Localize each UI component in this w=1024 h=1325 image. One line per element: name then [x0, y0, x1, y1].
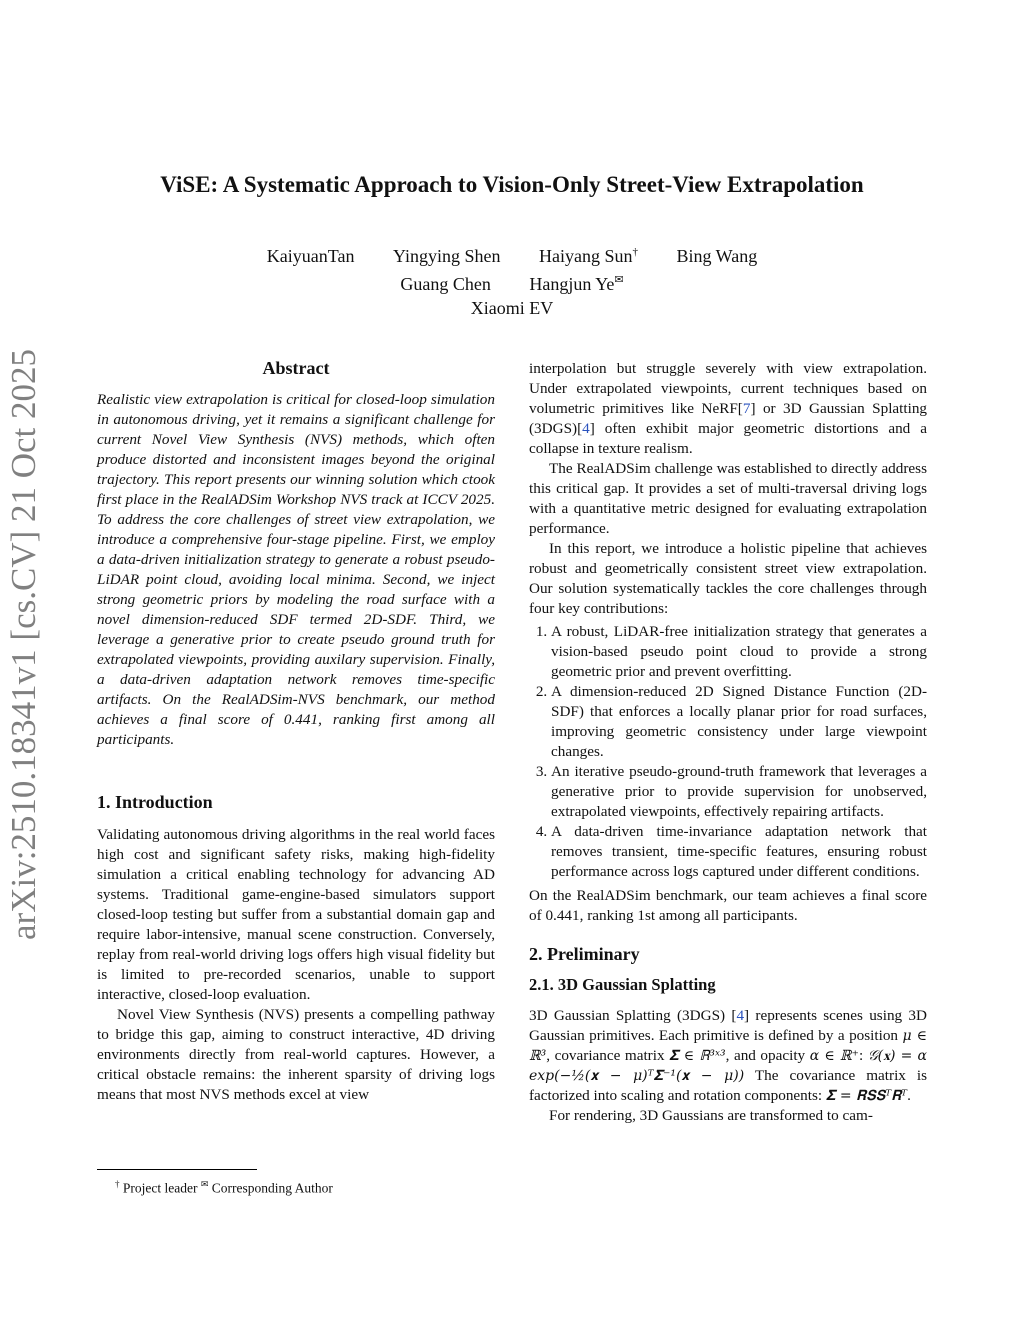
dagger-mark: †: [632, 246, 638, 258]
author-row-1: [0, 240, 1024, 268]
author-name: Haiyang Sun†: [539, 246, 638, 266]
author-name: Yingying Shen: [392, 246, 501, 266]
author-name: KaiyuanTan: [266, 246, 355, 266]
intro-paragraph-1: Validating autonomous driving algorithms in the real world faces high cost and significant safety risks, making high-fidelity simulation a critical enabling technology for advancing AD systems. Traditional game-engine-based simulators support closed-loop testing but suffer from a substantial domain gap and require labor-intensive, manual scene construction. Conversely, replay from real-world driving logs offers high visual fidelity but is limited to pre-recorded scenarios, unable to support interactive, closed-loop evaluation.: [97, 826, 495, 1003]
dagger-mark: †: [115, 1179, 120, 1189]
math-alpha: α ∈ ℝ⁺: [809, 1048, 859, 1064]
intro-paragraph-6: On the RealADSim benchmark, our team achieves a final score of 0.441, ranking 1st among all participants.: [529, 887, 927, 924]
left-column: [97, 356, 495, 1105]
intro-paragraph-2: Novel View Synthesis (NVS) presents a compelling pathway to bridge this gap, aiming to construct interactive, 4D driving environments directly from real-world captures. However, a critical obstacle remains: the inherent sparsity of driving logs means that most NVS methods excel at view: [97, 1006, 495, 1103]
envelope-icon: ✉: [614, 274, 624, 286]
author-block: [0, 240, 1024, 320]
author-name: Bing Wang: [676, 246, 758, 266]
list-item: 3. An iterative pseudo-ground-truth framework that leverages a generative prior to provide supervision for unobserved, extrapolated viewpoints, effectively repairing artifacts.: [551, 762, 927, 822]
prelim-paragraph-2: For rendering, 3D Gaussians are transformed to cam-: [549, 1107, 873, 1124]
author-row-2: [0, 268, 1024, 296]
math-gaussian-formula: 𝒢(𝐱) = α exp(−½(𝐱 − μ)ᵀ𝚺⁻¹(𝐱 − μ)): [529, 1048, 927, 1084]
section-heading-introduction: 1. Introduction: [97, 792, 213, 812]
list-item: 1. A robust, LiDAR-free initialization strategy that generates a vision-based pseudo point cloud to provide a strong geometric prior and prevent overfitting.: [551, 622, 927, 682]
list-item: 2. A dimension-reduced 2D Signed Distance Function (2D-SDF) that enforces a locally planar prior for road surfaces, improving geometric consistency under large viewpoint changes.: [551, 682, 927, 762]
affiliation: Xiaomi EV: [470, 298, 554, 318]
list-item: 4. A data-driven time-invariance adaptation network that removes transient, time-specific features, ensuring robust performance across logs captured under different conditions.: [551, 822, 927, 882]
right-column: [529, 359, 927, 1126]
paper-title: ViSE: A Systematic Approach to Vision-Only Street-View Extrapolation: [160, 172, 864, 197]
footnote-divider: [97, 1169, 257, 1170]
abstract-text: Realistic view extrapolation is critical for closed-loop simulation in autonomous driving, yet it remains a significant challenge for current Novel View Synthesis (NVS) methods, which often produce distorted and inconsistent images beyond the original trajectory. This report presents our winning solution which ctook first place in the RealADSim Workshop NVS track at ICCV 2025. To address the core challenges of street view extrapolation, we introduce a comprehensive four-stage pipeline. First, we employ a data-driven initialization strategy to generate a robust pseudo-LiDAR point cloud, avoiding local minima. Second, we inject strong geometric priors by modeling the road surface with a novel dimension-reduced SDF termed 2D-SDF. Third, we leverage a generative prior to create pseudo ground truth for extrapolated viewpoints, providing auxilary supervision. Finally, a data-driven adaptation network removes time-specific artifacts. On the RealADSim-NVS benchmark, our method achieves a final score of 0.441, ranking first among all participants.: [97, 391, 495, 748]
intro-paragraph-4: The RealADSim challenge was established to directly address this critical gap. It provides a set of multi-traversal driving logs with a quantitative metric designed for evaluating extrapolation performance.: [529, 460, 927, 537]
author-name: Guang Chen: [400, 274, 491, 294]
citation-link[interactable]: 7: [742, 400, 751, 417]
arxiv-identifier-stamp: arXiv:2510.18341v1 [cs.CV] 21 Oct 2025: [4, 348, 43, 940]
intro-paragraph-5: In this report, we introduce a holistic pipeline that achieves robust and geometrically consistent street view extrapolation. Our solution systematically tackles the core challenges through four key contributions:: [529, 540, 927, 617]
envelope-icon: ✉: [200, 1179, 209, 1189]
author-name: Hangjun Ye✉: [529, 274, 624, 294]
abstract-heading: Abstract: [262, 358, 330, 378]
prelim-paragraph-1: 3D Gaussian Splatting (3DGS) [4] represents scenes using 3D Gaussian primitives. Each primitive is defined by a position μ ∈ ℝ³, covariance matrix 𝚺 ∈ ℝ³ˣ³, and opacity α ∈ ℝ⁺: 𝒢(𝐱) = α exp(−½(𝐱 − μ)ᵀ𝚺⁻¹(𝐱 − μ)) The covariance matrix is factorized into scaling and rotation components: 𝚺 = 𝐑𝐒𝐒ᵀ𝐑ᵀ.: [529, 1007, 928, 1104]
math-mu: μ ∈ ℝ³: [529, 1028, 927, 1064]
contributions-list: [529, 622, 927, 882]
math-covariance-formula: 𝚺 = 𝐑𝐒𝐒ᵀ𝐑ᵀ: [825, 1088, 908, 1104]
citation-link[interactable]: 4: [582, 420, 590, 437]
section-heading-preliminary: 2. Preliminary: [529, 944, 640, 964]
math-sigma: 𝚺 ∈ ℝ³ˣ³: [669, 1048, 726, 1064]
subsection-heading-3dgs: 2.1. 3D Gaussian Splatting: [529, 975, 716, 994]
citation-link[interactable]: 4: [736, 1007, 745, 1024]
footnote: † Project leader ✉ Corresponding Author: [115, 1179, 333, 1196]
intro-paragraph-3: interpolation but struggle severely with view extrapolation. Under extrapolated viewpoints, current techniques based on volumetric primitives like NeRF[7] or 3D Gaussian Splatting (3DGS)[4] often exhibit major geometric distortions and a collapse in texture realism.: [529, 360, 928, 457]
